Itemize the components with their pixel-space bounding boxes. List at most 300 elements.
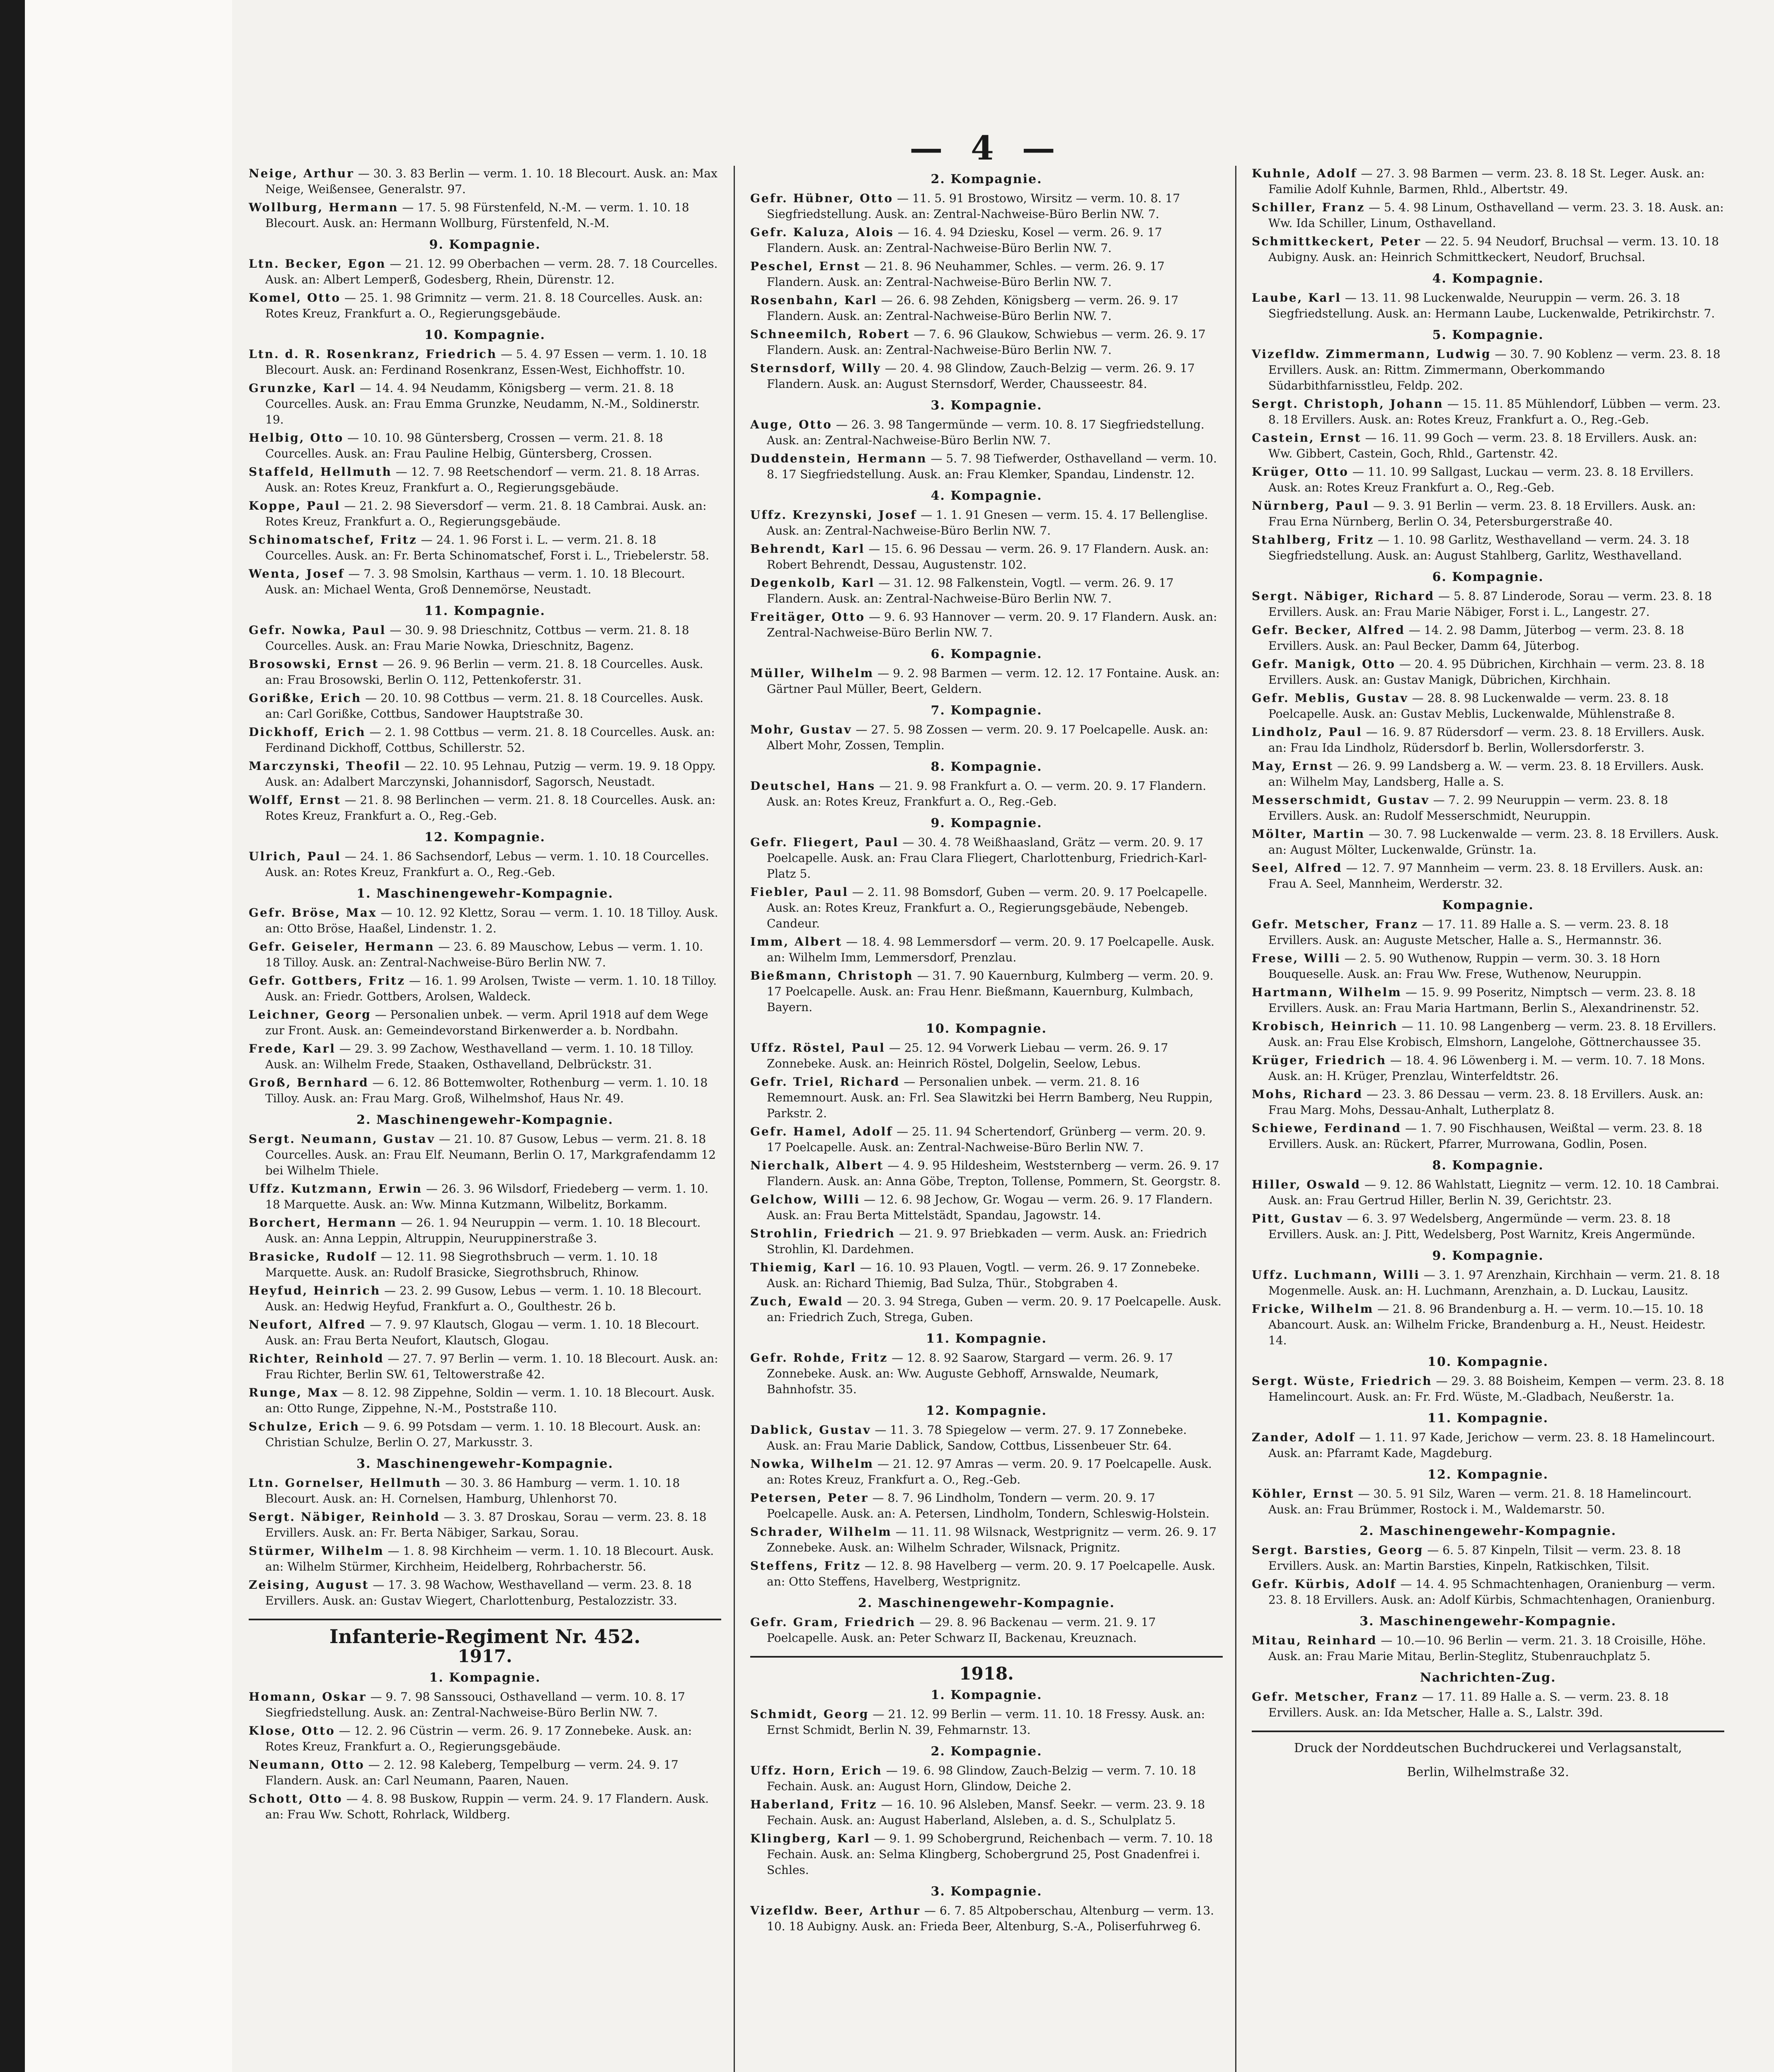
entry-name: Stahlberg, Fritz [1252, 533, 1374, 547]
entry-name: Schmittkeckert, Peter [1252, 235, 1422, 248]
entry-list [249, 1131, 721, 1450]
entry-name: Groß, Bernhard [249, 1076, 369, 1089]
list-item [1252, 1486, 1724, 1518]
entry-details: — 29. 8. 96 Backenau — verm. 21. 9. 17 Poelcapelle. Ausk. an: Peter Schwarz II, Backenau, Kreuznach. [767, 1615, 1156, 1645]
entry-details: — 12. 8. 92 Saarow, Stargard — verm. 26. 9. 17 Zonnebeke. Ausk. an: Ww. Auguste Gebhoff, Arnswalde, Neumark, Bahnhofstr. 35. [767, 1351, 1173, 1396]
entry-details: — 24. 1. 96 Forst i. L. — verm. 21. 8. 18 Courcelles. Ausk. an: Fr. Berta Schinomatschef, Forst i. L., Triebelerstr. 58. [265, 533, 709, 562]
entry-list [750, 1615, 1223, 1646]
entry-name: Staffeld, Hellmuth [249, 465, 392, 479]
entry-name: Koppe, Paul [249, 499, 341, 513]
list-item [1252, 1053, 1724, 1084]
section-heading: 1. Maschinengewehr-Kompagnie. [356, 886, 613, 901]
list-item [750, 968, 1223, 1015]
entry-name: Krüger, Otto [1252, 465, 1349, 479]
entry-name: Gefr. Meblis, Gustav [1252, 691, 1408, 705]
entry-details: — 30. 7. 98 Luckenwalde — verm. 23. 8. 18 Ervillers. Ausk. an: August Mölter, Luckenwalde, Grünstr. 1a. [1268, 827, 1719, 857]
entry-list [249, 1475, 721, 1609]
section-heading: 4. Kompagnie. [931, 489, 1042, 503]
entry-details: — 9. 2. 98 Barmen — verm. 12. 12. 17 Fontaine. Ausk. an: Gärtner Paul Müller, Beert, Geldern. [767, 666, 1220, 696]
list-item [249, 622, 721, 654]
entry-list [1252, 1267, 1724, 1348]
section-heading: 2. Kompagnie. [931, 172, 1042, 186]
entry-name: Sergt. Neumann, Gustav [249, 1132, 435, 1146]
entry-list [750, 417, 1223, 482]
list-item [1252, 396, 1724, 428]
entry-name: Dickhoff, Erich [249, 725, 366, 739]
entry-list [1252, 1177, 1724, 1242]
column-divider [734, 166, 735, 2072]
entry-details: — 19. 6. 98 Glindow, Zauch-Belzig — verm. 7. 10. 18 Fechain. Ausk. an: August Horn, Glindow, Deiche 2. [767, 1764, 1196, 1793]
entry-name: Schulze, Erich [249, 1420, 360, 1433]
entry-name: Neumann, Otto [249, 1758, 365, 1772]
entry-name: Müller, Wilhelm [750, 666, 874, 680]
entry-list [249, 346, 721, 598]
entry-list [1252, 1542, 1724, 1608]
entry-list [750, 1350, 1223, 1397]
entry-details: — 9. 6. 93 Hannover — verm. 20. 9. 17 Flandern. Ausk. an: Zentral-Nachweise-Büro Berlin NW. 7. [767, 610, 1217, 639]
section-rule [249, 1619, 721, 1620]
page-header-number: — 4 — [909, 128, 1064, 167]
entry-list [750, 722, 1223, 753]
entry-details: — 31. 7. 90 Kauernburg, Kulmberg — verm. 20. 9. 17 Poelcapelle. Ausk. an: Frau Henr. Bießmann, Kauernburg, Kulmbach, Bayern. [767, 969, 1214, 1014]
entry-name: Petersen, Peter [750, 1491, 869, 1505]
list-item [750, 1490, 1223, 1522]
entry-name: Ulrich, Paul [249, 850, 341, 863]
entry-name: Kuhnle, Adolf [1252, 167, 1357, 180]
entry-name: Ltn. Gornelser, Hellmuth [249, 1476, 442, 1490]
section-heading: 11. Kompagnie. [926, 1331, 1047, 1346]
column-3 [1252, 166, 1724, 1780]
entry-name: Castein, Ernst [1252, 431, 1362, 445]
entry-details: — 2. 5. 90 Wuthenow, Ruppin — verm. 30. 3. 18 Horn Bouqueselle. Ausk. an: Frau Ww. Frese, Wuthenow, Neuruppin. [1268, 951, 1660, 981]
section-heading: 9. Kompagnie. [931, 816, 1042, 830]
list-item [1252, 1301, 1724, 1348]
list-item [249, 758, 721, 790]
entry-list [249, 256, 721, 322]
entry-details: — 27. 5. 98 Zossen — verm. 20. 9. 17 Poelcapelle. Ausk. an: Albert Mohr, Zossen, Templin. [767, 723, 1208, 752]
entry-name: Schiewe, Ferdinand [1252, 1121, 1402, 1135]
entry-details: — 5. 4. 98 Linum, Osthavelland — verm. 23. 3. 18. Ausk. an: Ww. Ida Schiller, Linum, Osthavelland. [1268, 201, 1724, 230]
list-item [249, 973, 721, 1005]
entry-name: Pitt, Gustav [1252, 1212, 1343, 1225]
entry-details: — 27. 3. 98 Barmen — verm. 23. 8. 18 St. Leger. Ausk. an: Familie Adolf Kuhnle, Barmen, Rhld., Albertstr. 49. [1268, 167, 1705, 196]
list-item [750, 1524, 1223, 1556]
list-item [750, 1558, 1223, 1590]
entry-details: — 16. 11. 99 Goch — verm. 23. 8. 18 Ervillers. Ausk. an: Ww. Gibbert, Castein, Goch, Rhld., Gartenstr. 42. [1268, 431, 1697, 460]
entry-details: — 21. 10. 87 Gusow, Lebus — verm. 21. 8. 18 Courcelles. Ausk. an: Frau Elf. Neumann, Berlin O. 17, Markgrafendamm 12 bei Wilhelm Thiele. [265, 1132, 716, 1177]
imprint-line-1: Druck der Norddeutschen Buchdruckerei und Verlagsanstalt, [1294, 1741, 1682, 1755]
entry-name: Brosowski, Ernst [249, 657, 379, 671]
entry-details: — 1. 10. 98 Garlitz, Westhavelland — verm. 24. 3. 18 Siegfriedstellung. Ausk. an: August Stahlberg, Garlitz, Westhavelland. [1268, 533, 1689, 562]
entry-details: — 21. 8. 96 Brandenburg a. H. — verm. 10.—15. 10. 18 Abancourt. Ausk. an: Wilhelm Fricke, Brandenburg a. H., Neust. Heidestr. 14. [1268, 1302, 1706, 1347]
entry-name: Rosenbahn, Karl [750, 293, 877, 307]
entry-name: Gefr. Hübner, Otto [750, 191, 894, 205]
entry-list [1252, 917, 1724, 1152]
entry-name: Gefr. Manigk, Otto [1252, 657, 1396, 671]
entry-name: Krüger, Friedrich [1252, 1053, 1387, 1067]
entry-details: — 25. 11. 94 Schertendorf, Grünberg — verm. 20. 9. 17 Poelcapelle. Ausk. an: Zentral-Nachweise-Büro Berlin NW. 7. [767, 1125, 1206, 1154]
entry-list [750, 191, 1223, 392]
entry-details: — 17. 11. 89 Halle a. S. — verm. 23. 8. 18 Ervillers. Ausk. an: Auguste Metscher, Halle a. S., Hermannstr. 36. [1268, 917, 1669, 947]
entry-name: Uffz. Horn, Erich [750, 1764, 882, 1777]
list-item [1252, 200, 1724, 231]
entry-name: Messerschmidt, Gustav [1252, 793, 1430, 807]
section-heading: 2. Maschinengewehr-Kompagnie. [858, 1596, 1115, 1610]
list-item [249, 346, 721, 378]
list-item [249, 656, 721, 688]
list-item [750, 225, 1223, 256]
entry-details: — 17. 3. 98 Wachow, Westhavelland — verm. 23. 8. 18 Ervillers. Ausk. an: Gustav Wiegert, Charlottenburg, Pestalozzistr. 33. [265, 1578, 692, 1607]
list-item [249, 1181, 721, 1213]
list-item [750, 609, 1223, 641]
section-heading: 9. Kompagnie. [429, 237, 541, 252]
list-item [1252, 234, 1724, 265]
entry-list [750, 1422, 1223, 1590]
section-rule [750, 1656, 1223, 1658]
entry-list [249, 905, 721, 1106]
entry-name: Wenta, Josef [249, 567, 345, 581]
book-binding-edge [0, 0, 25, 2072]
entry-details: — 31. 12. 98 Falkenstein, Vogtl. — verm. 26. 9. 17 Flandern. Ausk. an: Zentral-Nachweise-Büro Berlin NW. 7. [767, 576, 1174, 605]
list-item [1252, 860, 1724, 892]
entry-details: — 22. 10. 95 Lehnau, Putzig — verm. 19. 9. 18 Oppy. Ausk. an: Adalbert Marczynski, Johannisdorf, Sagorsch, Neustadt. [265, 759, 716, 789]
entry-name: Mohr, Gustav [750, 723, 852, 736]
entry-name: Nürnberg, Paul [1252, 499, 1369, 513]
list-item [1252, 985, 1724, 1016]
entry-list [750, 1040, 1223, 1325]
entry-details: — 21. 12. 97 Amras — verm. 20. 9. 17 Poelcapelle. Ausk. an: Rotes Kreuz, Frankfurt a. O., Reg.-Geb. [767, 1457, 1212, 1486]
list-item [750, 1040, 1223, 1072]
entry-name: Sergt. Näbiger, Richard [1252, 589, 1435, 603]
entry-name: Klingberg, Karl [750, 1832, 870, 1845]
year-heading: 1917. [458, 1646, 512, 1666]
list-item [249, 1041, 721, 1072]
entry-details: — 11. 10. 99 Sallgast, Luckau — verm. 23. 8. 18 Ervillers. Ausk. an: Rotes Kreuz Frankfurt a. O., Reg.-Geb. [1268, 465, 1694, 494]
entry-name: Komel, Otto [249, 291, 341, 305]
entry-details: — 16. 4. 94 Dziesku, Kosel — verm. 26. 9. 17 Flandern. Ausk. an: Zentral-Nachweise-Büro Berlin NW. 7. [767, 225, 1162, 255]
list-item [1252, 1177, 1724, 1208]
list-item [750, 1763, 1223, 1794]
year-heading: 1918. [959, 1663, 1014, 1684]
list-item [249, 1007, 721, 1038]
entry-details: — 18. 4. 98 Lemmersdorf — verm. 20. 9. 17 Poelcapelle. Ausk. an: Wilhelm Imm, Lemmersdorf, Prenzlau. [767, 935, 1215, 964]
entry-details: — 16. 1. 99 Arolsen, Twiste — verm. 1. 10. 18 Tilloy. Ausk. an: Friedr. Gottbers, Arolsen, Waldeck. [265, 974, 717, 1003]
section-heading: 12. Kompagnie. [1427, 1467, 1549, 1482]
entry-name: Deutschel, Hans [750, 779, 876, 793]
section-heading: 11. Kompagnie. [1427, 1411, 1549, 1426]
entry-name: Gefr. Rohde, Fritz [750, 1351, 888, 1365]
entry-name: Gefr. Metscher, Franz [1252, 917, 1418, 931]
entry-name: May, Ernst [1252, 759, 1334, 773]
entry-details: — 5. 4. 97 Essen — verm. 1. 10. 18 Blecourt. Ausk. an: Ferdinand Rosenkranz, Essen-West, Eichhoffstr. 10. [265, 347, 707, 377]
list-item [249, 1215, 721, 1247]
entry-details: — 2. 12. 98 Kaleberg, Tempelburg — verm. 24. 9. 17 Flandern. Ausk. an: Carl Neumann, Paaren, Nauen. [265, 1758, 679, 1787]
entry-name: Ltn. Becker, Egon [249, 257, 386, 271]
entry-name: Schmidt, Georg [750, 1707, 869, 1721]
list-item [1252, 532, 1724, 564]
entry-name: Stürmer, Wilhelm [249, 1544, 384, 1558]
entry-name: Zeising, August [249, 1578, 369, 1592]
entry-details: — 23. 2. 99 Gusow, Lebus — verm. 1. 10. 18 Blecourt. Ausk. an: Hedwig Heyfud, Frankfurt a. O., Goulthestr. 26 b. [265, 1284, 702, 1313]
list-item [1252, 1689, 1724, 1721]
list-item [249, 1509, 721, 1541]
entry-details: — 5. 7. 98 Tiefwerder, Osthavelland — verm. 10. 8. 17 Siegfriedstellung. Ausk. an: Frau Klemker, Spandau, Lindenstr. 12. [767, 452, 1217, 481]
entry-details: — 8. 7. 96 Lindholm, Tondern — verm. 20. 9. 17 Poelcapelle. Ausk. an: A. Petersen, Lindholm, Tondern, Schleswig-Holstein. [767, 1491, 1210, 1520]
list-item [750, 507, 1223, 539]
entry-details: — 7. 2. 99 Neuruppin — verm. 23. 8. 18 Ervillers. Ausk. an: Rudolf Messerschmidt, Neuruppin. [1268, 793, 1668, 823]
entry-details: — 21. 9. 98 Frankfurt a. O. — verm. 20. 9. 17 Flandern. Ausk. an: Rotes Kreuz, Frankfurt a. O., Reg.-Geb. [767, 779, 1207, 808]
entry-details: — 20. 10. 98 Cottbus — verm. 21. 8. 18 Courcelles. Ausk. an: Carl Gorißke, Cottbus, Sandower Hauptstraße 30. [265, 691, 704, 721]
entry-details: — 6. 7. 85 Altpoberschau, Altenburg — verm. 13. 10. 18 Aubigny. Ausk. an: Frieda Beer, Altenburg, S.-A., Poliserfuhrweg 6. [767, 1904, 1214, 1933]
list-item [1252, 1633, 1724, 1664]
list-item [1252, 1211, 1724, 1242]
list-item [750, 1903, 1223, 1934]
list-item [750, 327, 1223, 358]
entry-name: Fricke, Wilhelm [1252, 1302, 1374, 1316]
entry-name: Schinomatschef, Fritz [249, 533, 417, 547]
entry-list [249, 1689, 721, 1823]
entry-details: — 26. 6. 98 Zehden, Königsberg — verm. 26. 9. 17 Flandern. Ausk. an: Zentral-Nachweise-Büro Berlin NW. 7. [767, 293, 1179, 323]
entry-name: Frese, Willi [1252, 951, 1341, 965]
regiment-title: Infanterie-Regiment Nr. 452. [329, 1625, 641, 1648]
entry-name: Wolff, Ernst [249, 793, 341, 807]
section-heading: 5. Kompagnie. [1432, 328, 1544, 342]
list-item [1252, 588, 1724, 620]
list-item [750, 884, 1223, 932]
entry-details: — 9. 12. 86 Wahlstatt, Liegnitz — verm. 12. 10. 18 Cambrai. Ausk. an: Frau Gertrud Hiller, Berlin N. 39, Gerichtstr. 23. [1268, 1178, 1719, 1207]
section-heading: 3. Kompagnie. [931, 1884, 1042, 1899]
list-item [1252, 1576, 1724, 1608]
section-heading: 9. Kompagnie. [1432, 1249, 1544, 1263]
entry-name: Homann, Oskar [249, 1690, 367, 1704]
entry-name: Duddenstein, Hermann [750, 452, 927, 465]
list-item [249, 1757, 721, 1789]
entry-name: Schneemilch, Robert [750, 327, 910, 341]
entry-name: Schiller, Franz [1252, 201, 1365, 214]
entry-name: Schrader, Wilhelm [750, 1525, 892, 1539]
entry-details: — Personalien unbek. — verm. 21. 8. 16 Rememnourt. Ausk. an: Frl. Sea Slawitzki bei Herrn Bamberg, Neu Ruppin, Parkstr. 2. [767, 1075, 1213, 1120]
list-item [1252, 166, 1724, 197]
entry-details: — 15. 11. 85 Mühlendorf, Lübben — verm. 23. 8. 18 Ervillers. Ausk. an: Rotes Kreuz, Frankfurt a. O., Reg.-Geb. [1268, 397, 1721, 426]
entry-details: — 11. 11. 98 Wilsnack, Westprignitz — verm. 26. 9. 17 Zonnebeke. Ausk. an: Wilhelm Schrader, Wilsnack, Prignitz. [767, 1525, 1217, 1554]
entry-details: — 9. 6. 99 Potsdam — verm. 1. 10. 18 Blecourt. Ausk. an: Christian Schulze, Berlin O. 27, Markusstr. 3. [265, 1420, 701, 1449]
entry-details: — 11. 5. 91 Brostowo, Wirsitz — verm. 10. 8. 17 Siegfriedstellung. Ausk. an: Zentral-Nachweise-Büro Berlin NW. 7. [767, 191, 1180, 221]
section-heading: 4. Kompagnie. [1432, 271, 1544, 286]
entry-details: — 22. 5. 94 Neudorf, Bruchsal — verm. 13. 10. 18 Aubigny. Ausk. an: Heinrich Schmittkeckert, Neudorf, Bruchsal. [1268, 235, 1719, 264]
entry-name: Gefr. Fliegert, Paul [750, 835, 899, 849]
entry-list [1252, 1373, 1724, 1405]
list-item [249, 464, 721, 496]
entry-name: Neige, Arthur [249, 167, 354, 180]
section-heading: 8. Kompagnie. [931, 760, 1042, 774]
entry-details: — 12. 6. 98 Jechow, Gr. Wogau — verm. 26. 9. 17 Flandern. Ausk. an: Frau Berta Mittelstädt, Spandau, Jagowstr. 14. [767, 1193, 1213, 1222]
entry-details: — 2. 1. 98 Cottbus — verm. 21. 8. 18 Courcelles. Ausk. an: Ferdinand Dickhoff, Cottbus, Schillerstr. 52. [265, 725, 715, 755]
list-item [249, 1791, 721, 1823]
column-2 [750, 166, 1223, 1937]
entry-details: — 21. 9. 97 Briebkaden — verm. Ausk. an: Friedrich Strohlin, Kl. Dardehmen. [767, 1227, 1207, 1256]
entry-name: Gorißke, Erich [249, 691, 362, 705]
entry-details: — 1. 7. 90 Fischhausen, Weißtal — verm. 23. 8. 18 Ervillers. Ausk. an: Rückert, Pfarrer, Murrowana, Godlin, Posen. [1268, 1121, 1702, 1151]
entry-details: — 30. 7. 90 Koblenz — verm. 23. 8. 18 Ervillers. Ausk. an: Rittm. Zimmermann, Oberkommando Südarbithfarnisstleu, Feldp. 202. [1268, 347, 1721, 392]
entry-details: — 30. 4. 78 Weißhaasland, Grätz — verm. 20. 9. 17 Poelcapelle. Ausk. an: Frau Clara Fliegert, Charlottenburg, Friedrich-Karl-Platz 5. [767, 835, 1207, 881]
list-item [750, 1422, 1223, 1454]
section-heading: 10. Kompagnie. [424, 328, 545, 342]
list-item [249, 498, 721, 530]
entry-details: — 13. 11. 98 Luckenwalde, Neuruppin — verm. 26. 3. 18 Siegfriedstellung. Ausk. an: Hermann Laube, Luckenwalde, Petrikirchstr. 7. [1268, 291, 1715, 320]
entry-details: — 7. 9. 97 Klautsch, Glogau — verm. 1. 10. 18 Blecourt. Ausk. an: Frau Berta Neufort, Klautsch, Glogau. [265, 1318, 700, 1347]
list-item [750, 541, 1223, 573]
entry-name: Brasicke, Rudolf [249, 1250, 377, 1264]
entry-list [1252, 1430, 1724, 1461]
entry-details: — 11. 3. 78 Spiegelow — verm. 27. 9. 17 Zonnebeke. Ausk. an: Frau Marie Dablick, Sandow, Cottbus, Lissenbeuer Str. 64. [767, 1423, 1187, 1452]
list-item [249, 166, 721, 197]
entry-details: — 30. 3. 83 Berlin — verm. 1. 10. 18 Blecourt. Ausk. an: Max Neige, Weißensee, Generalstr. 97. [265, 167, 717, 196]
entry-name: Gelchow, Willi [750, 1193, 860, 1206]
list-item [1252, 656, 1724, 688]
list-item [1252, 917, 1724, 948]
entry-name: Gefr. Nowka, Paul [249, 623, 386, 637]
entry-details: — 30. 9. 98 Drieschnitz, Cottbus — verm. 21. 8. 18 Courcelles. Ausk. an: Frau Marie Nowka, Drieschnitz, Bagenz. [265, 623, 689, 653]
list-item [1252, 1542, 1724, 1574]
entry-name: Hartmann, Wilhelm [1252, 985, 1402, 999]
entry-details: — 26. 9. 96 Berlin — verm. 21. 8. 18 Courcelles. Ausk. an: Frau Brosowski, Berlin O. 112, Pettenkoferstr. 31. [265, 657, 703, 687]
entry-list [750, 507, 1223, 641]
entry-details: — 11. 10. 98 Langenberg — verm. 23. 8. 18 Ervillers. Ausk. an: Frau Else Krobisch, Elmshorn, Langelohe, Göttnerchaussee 35. [1268, 1019, 1716, 1049]
entry-name: Krobisch, Heinrich [1252, 1019, 1398, 1033]
list-item [249, 430, 721, 462]
entry-list [750, 835, 1223, 1015]
section-heading: 1. Kompagnie. [931, 1688, 1042, 1702]
entry-list [750, 1903, 1223, 1934]
entry-name: Marczynski, Theofil [249, 759, 401, 773]
list-item [249, 532, 721, 564]
entry-name: Gefr. Metscher, Franz [1252, 1690, 1418, 1704]
list-item [249, 290, 721, 322]
column-divider [1235, 166, 1236, 2072]
entry-details: — 6. 12. 86 Bottemwolter, Rothenburg — verm. 1. 10. 18 Tilloy. Ausk. an: Frau Marg. Groß, Wilhelmshof, Haus Nr. 49. [265, 1076, 708, 1105]
list-item [1252, 1087, 1724, 1118]
list-item [1252, 498, 1724, 530]
entry-details: — 4. 8. 98 Buskow, Ruppin — verm. 24. 9. 17 Flandern. Ausk. an: Frau Ww. Schott, Rohrlack, Wildberg. [265, 1792, 709, 1821]
list-item [750, 1615, 1223, 1646]
list-item [750, 361, 1223, 392]
list-item [1252, 430, 1724, 462]
list-item [750, 1706, 1223, 1738]
list-item [249, 1075, 721, 1106]
list-item [1252, 758, 1724, 790]
entry-list [1252, 346, 1724, 564]
entry-details: — 29. 3. 88 Boisheim, Kempen — verm. 23. 8. 18 Hamelincourt. Ausk. an: Fr. Frd. Wüste, M.-Gladbach, Neußerstr. 1a. [1268, 1374, 1724, 1404]
entry-details: — 15. 6. 96 Dessau — verm. 26. 9. 17 Flandern. Ausk. an: Robert Behrendt, Dessau, Augustenstr. 102. [767, 542, 1209, 571]
entry-name: Neufort, Alfred [249, 1318, 366, 1331]
list-item [750, 1158, 1223, 1189]
entry-name: Bießmann, Christoph [750, 969, 914, 983]
entry-name: Imm, Albert [750, 935, 843, 949]
entry-details: — 14. 4. 94 Neudamm, Königsberg — verm. 21. 8. 18 Courcelles. Ausk. an: Frau Emma Grunzke, Neudamm, N.-M., Soldinerstr. 19. [265, 381, 700, 426]
entry-details: — 9. 3. 91 Berlin — verm. 23. 8. 18 Ervillers. Ausk. an: Frau Erna Nürnberg, Berlin O. 34, Petersburgerstraße 40. [1268, 499, 1696, 528]
entry-list [1252, 1486, 1724, 1518]
list-item [750, 1831, 1223, 1878]
entry-details: — 24. 1. 86 Sachsendorf, Lebus — verm. 1. 10. 18 Courcelles. Ausk. an: Rotes Kreuz, Frankfurt a. O., Reg.-Geb. [265, 850, 709, 879]
entry-name: Thiemig, Karl [750, 1261, 856, 1274]
list-item [249, 690, 721, 722]
list-item [750, 1260, 1223, 1291]
section-heading: Nachrichten-Zug. [1420, 1670, 1556, 1685]
list-item [249, 1385, 721, 1416]
list-item [1252, 792, 1724, 824]
entry-details: — 1. 11. 97 Kade, Jerichow — verm. 23. 8. 18 Hamelincourt. Ausk. an: Pfarramt Kade, Magdeburg. [1268, 1431, 1715, 1460]
list-item [249, 905, 721, 937]
entry-name: Mitau, Reinhard [1252, 1634, 1377, 1647]
entry-name: Mölter, Martin [1252, 827, 1365, 841]
entry-list [750, 666, 1223, 697]
list-item [249, 200, 721, 231]
entry-details: — 1. 8. 98 Kirchheim — verm. 1. 10. 18 Blecourt. Ausk. an: Wilhelm Stürmer, Kirchheim, Heidelberg, Rohrbacherstr. 56. [265, 1544, 714, 1573]
list-item [249, 1689, 721, 1721]
entry-name: Vizefldw. Zimmermann, Ludwig [1252, 347, 1491, 361]
entry-name: Fiebler, Paul [750, 885, 849, 899]
list-item [750, 1456, 1223, 1488]
section-heading: 2. Maschinengewehr-Kompagnie. [356, 1113, 613, 1127]
list-item [750, 1074, 1223, 1121]
section-heading: 11. Kompagnie. [424, 604, 545, 618]
list-item [750, 1350, 1223, 1397]
entry-details: — 15. 9. 99 Poseritz, Nimptsch — verm. 23. 8. 18 Ervillers. Ausk. an: Frau Maria Hartmann, Berlin S., Alexandrinenstr. 52. [1268, 985, 1699, 1015]
entry-list [750, 1763, 1223, 1878]
entry-name: Dablick, Gustav [750, 1423, 871, 1437]
entry-name: Ltn. d. R. Rosenkranz, Friedrich [249, 347, 497, 361]
entry-list [750, 778, 1223, 810]
entry-details: — 18. 4. 96 Löwenberg i. M. — verm. 10. 7. 18 Mons. Ausk. an: H. Krüger, Prenzlau, Winterfeldtstr. 26. [1268, 1053, 1705, 1083]
document-page [232, 0, 1741, 2072]
entry-details: — 9. 7. 98 Sanssouci, Osthavelland — verm. 10. 8. 17 Siegfriedstellung. Ausk. an: Zentral-Nachweise-Büro Berlin NW. 7. [265, 1690, 685, 1719]
entry-name: Gefr. Geiseler, Hermann [249, 940, 435, 954]
entry-details: — 10.—10. 96 Berlin — verm. 21. 3. 18 Croisille, Höhe. Ausk. an: Frau Marie Mitau, Berlin-Steglitz, Stubenrauchplatz 5. [1268, 1634, 1706, 1663]
list-item [750, 417, 1223, 448]
list-item [1252, 1121, 1724, 1152]
list-item [1252, 622, 1724, 654]
list-item [249, 380, 721, 428]
section-heading: 3. Maschinengewehr-Kompagnie. [1360, 1614, 1616, 1629]
section-rule [1252, 1731, 1724, 1732]
entry-name: Gefr. Gottbers, Fritz [249, 974, 405, 988]
section-heading: 12. Kompagnie. [926, 1404, 1047, 1418]
entry-details: — Personalien unbek. — verm. April 1918 auf dem Wege zur Front. Ausk. an: Gemeindevorstand Birkenwerder a. b. Nordbahn. [265, 1008, 708, 1037]
list-item [750, 191, 1223, 222]
entry-name: Zander, Adolf [1252, 1431, 1356, 1444]
entry-name: Uffz. Kutzmann, Erwin [249, 1182, 422, 1196]
entry-details: — 16. 10. 93 Plauen, Vogtl. — verm. 26. 9. 17 Zonnebeke. Ausk. an: Richard Thiemig, Bad Sulza, Thür., Stobgraben 4. [767, 1261, 1200, 1290]
entry-name: Gefr. Kaluza, Alois [750, 225, 894, 239]
entry-name: Zuch, Ewald [750, 1295, 843, 1308]
entry-details: — 14. 2. 98 Damm, Jüterbog — verm. 23. 8. 18 Ervillers. Ausk. an: Paul Becker, Damm 64, Jüterbog. [1268, 623, 1684, 653]
entry-name: Frede, Karl [249, 1042, 336, 1055]
entry-details: — 27. 7. 97 Berlin — verm. 1. 10. 18 Blecourt. Ausk. an: Frau Richter, Berlin SW. 61, Teltowerstraße 42. [265, 1352, 718, 1381]
list-item [249, 1283, 721, 1314]
list-item [750, 1192, 1223, 1223]
list-item [750, 1797, 1223, 1828]
entry-name: Sergt. Näbiger, Reinhold [249, 1510, 440, 1524]
list-item [750, 1294, 1223, 1325]
entry-details: — 12. 7. 98 Reetschendorf — verm. 21. 8. 18 Arras. Ausk. an: Rotes Kreuz, Frankfurt a. O., Regierungsgebäude. [265, 465, 700, 494]
list-item [1252, 690, 1724, 722]
list-item [249, 1131, 721, 1179]
section-heading: 6. Kompagnie. [1432, 570, 1544, 584]
entry-list [249, 166, 721, 231]
entry-name: Vizefldw. Beer, Arthur [750, 1904, 921, 1917]
list-item [249, 1475, 721, 1507]
list-item [1252, 724, 1724, 756]
